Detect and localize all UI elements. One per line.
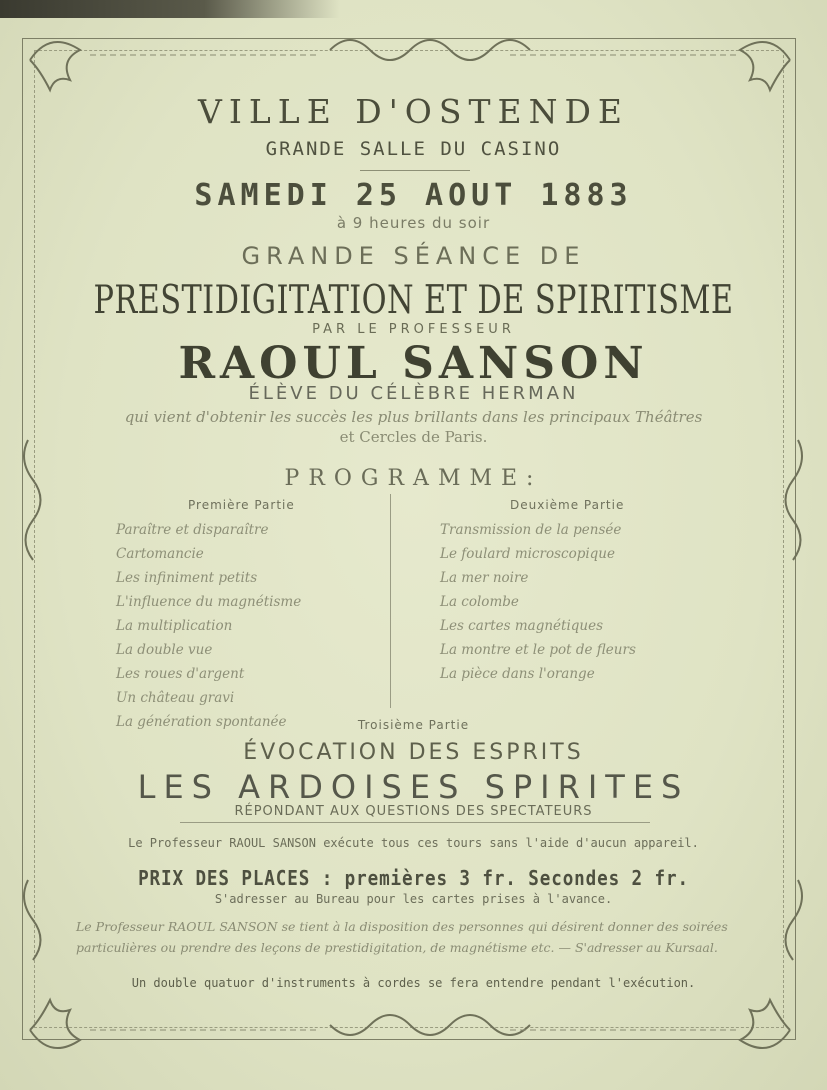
- divider-rule: [180, 822, 650, 823]
- list-item: Les roues d'argent: [116, 666, 245, 682]
- part1-title: Première Partie: [188, 498, 295, 512]
- corner-flourish-bottom-left: [30, 1000, 80, 1048]
- part1-list: [116, 518, 301, 734]
- list-item: La montre et le pot de fleurs: [440, 642, 636, 658]
- list-item: La pièce dans l'orange: [440, 666, 595, 682]
- divider-rule: [360, 170, 470, 171]
- list-item: Les cartes magnétiques: [440, 618, 604, 634]
- private-lessons-notice: Le Professeur RAOUL SANSON se tient à la disposition des personnes qui désirent donner des soirées particulières ou prendre des leçons de prestidigitation, de magnétisme etc. — S'adresser au Kursaal.: [76, 919, 728, 955]
- ticket-prices: PRIX DES PLACES : premières 3 fr. Secondes 2 fr.: [138, 866, 689, 890]
- list-item: La colombe: [440, 594, 519, 610]
- pupil-line: ÉLÈVE DU CÉLÈBRE HERMAN: [248, 383, 579, 404]
- corner-flourish-bottom-right: [740, 1000, 790, 1048]
- list-item: L'influence du magnétisme: [116, 594, 302, 610]
- list-item: La double vue: [116, 642, 213, 658]
- programme-heading: PROGRAMME:: [284, 466, 543, 491]
- left-side-flourish: [24, 440, 41, 560]
- orchestra-notice: Un double quatuor d'instruments à cordes se fera entendre pendant l'exécution.: [131, 976, 696, 990]
- city-heading: VILLE D'OSTENDE: [198, 92, 629, 131]
- part3-title: Troisième Partie: [357, 718, 470, 732]
- success-line-2: et Cercles de Paris.: [339, 428, 488, 446]
- venue-heading: GRANDE SALLE DU CASINO: [265, 138, 562, 160]
- bureau-notice: S'adresser au Bureau pour les cartes prises à l'avance.: [214, 892, 613, 906]
- list-item: La mer noire: [440, 570, 529, 586]
- list-item: Un château gravi: [116, 690, 235, 706]
- ardoises-heading: LES ARDOISES SPIRITES: [137, 768, 690, 806]
- list-item: Les infiniment petits: [116, 570, 258, 586]
- execute-notice: Le Professeur RAOUL SANSON exécute tous ces tours sans l'aide d'aucun appareil.: [128, 836, 699, 850]
- corner-flourish-top-left: [30, 42, 80, 90]
- list-item: La génération spontanée: [116, 714, 287, 730]
- success-line-1: qui vient d'obtenir les succès les plus brillants dans les principaux Théâtres: [124, 408, 703, 426]
- par-le-professeur: PAR LE PROFESSEUR: [312, 322, 515, 337]
- part2-title: Deuxième Partie: [510, 498, 625, 512]
- repondant-line: RÉPONDANT AUX QUESTIONS DES SPECTATEURS: [234, 804, 593, 819]
- event-time: à 9 heures du soir: [336, 214, 491, 232]
- list-item: La multiplication: [116, 618, 233, 634]
- list-item: Cartomancie: [116, 546, 204, 562]
- top-center-flourish: [330, 40, 530, 60]
- column-divider: [390, 494, 391, 708]
- right-side-flourish: [786, 440, 803, 560]
- seance-heading: GRANDE SÉANCE DE: [241, 242, 586, 270]
- corner-flourish-top-right: [740, 42, 790, 90]
- part2-list: [440, 518, 636, 686]
- list-item: Transmission de la pensée: [440, 522, 622, 538]
- show-title: PRESTIDIGITATION ET DE SPIRITISME: [93, 278, 734, 323]
- performer-name: RAOUL SANSON: [178, 338, 649, 389]
- list-item: Paraître et disparaître: [116, 522, 269, 538]
- event-date: SAMEDI 25 AOUT 1883: [194, 178, 633, 213]
- evocation-heading: ÉVOCATION DES ESPRITS: [243, 740, 584, 765]
- bottom-center-flourish: [330, 1015, 530, 1035]
- list-item: Le foulard microscopique: [440, 546, 615, 562]
